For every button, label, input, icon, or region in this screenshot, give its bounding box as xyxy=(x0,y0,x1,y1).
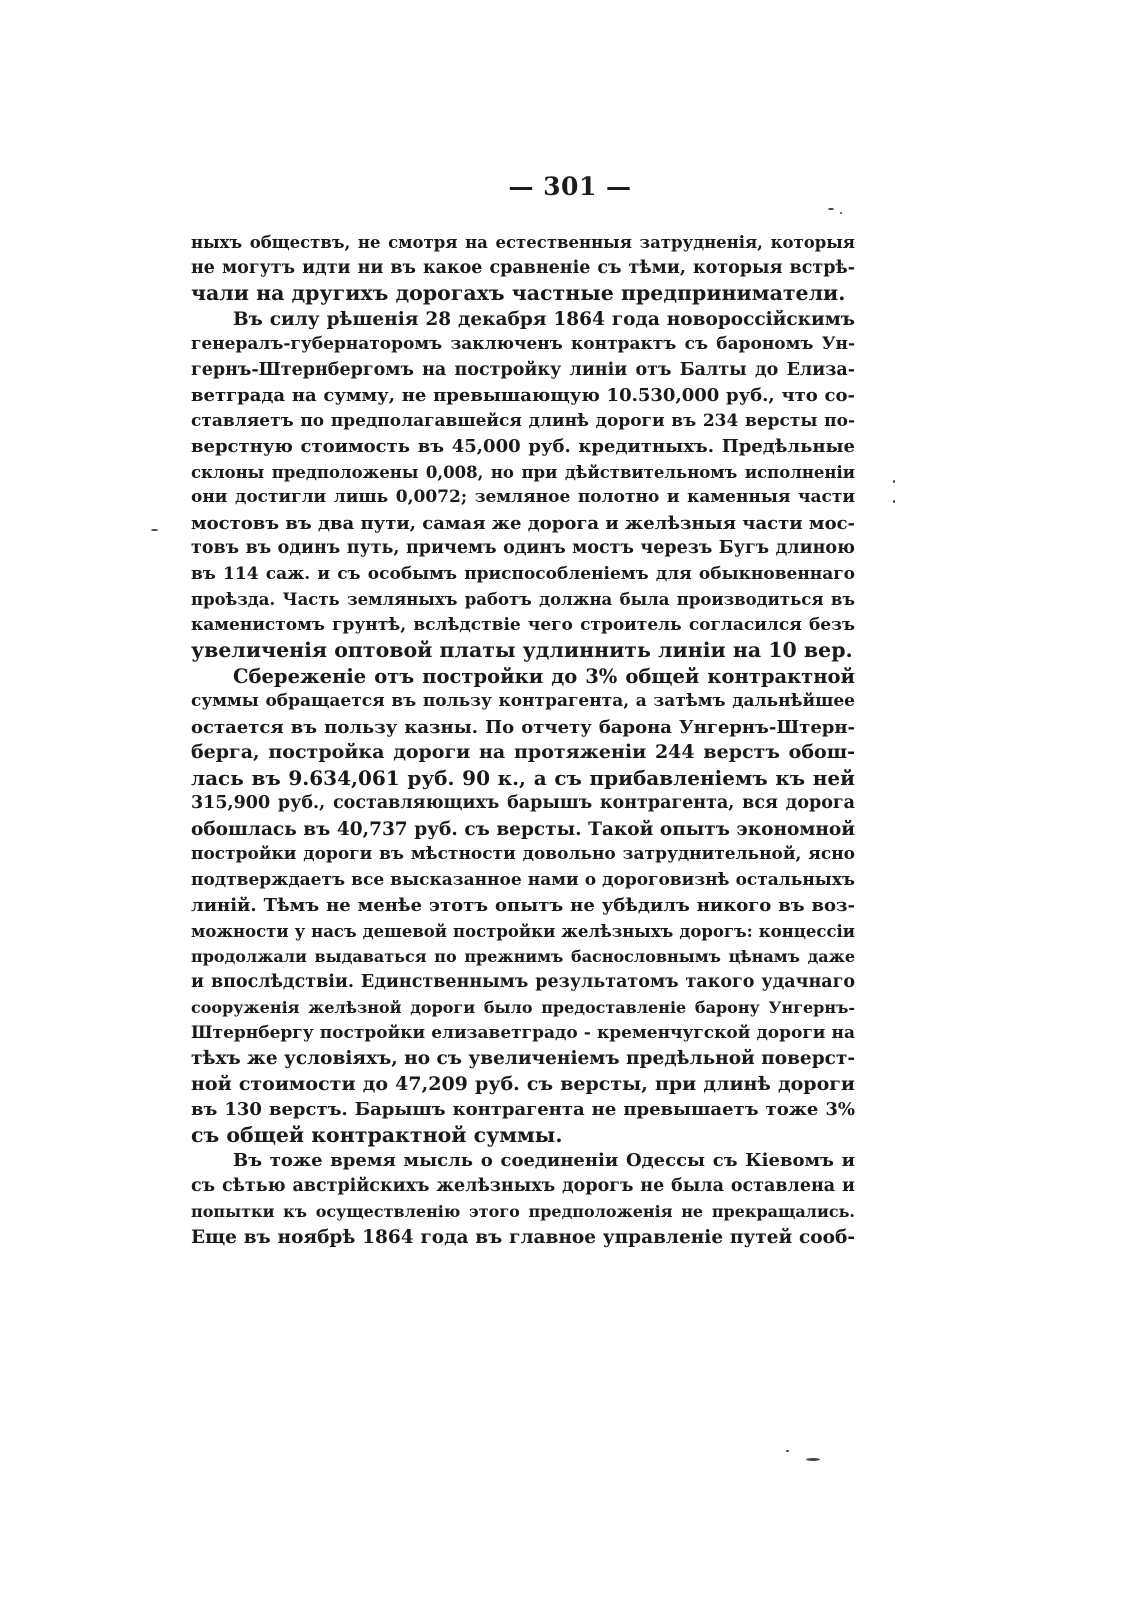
text-line: каменистомъ грунтѣ, вслѣдствіе чего строитель согласился безъ xyxy=(191,614,855,635)
text-line: въ 114 саж. и съ особымъ приспособленіемъ для обыкновеннаго xyxy=(191,563,855,584)
text-line: съ общей контрактной суммы. xyxy=(191,1122,563,1147)
text-line: суммы обращается въ пользу контрагента, а затѣмъ дальнѣйшее xyxy=(191,691,855,711)
text-line: сооруженія желѣзной дороги было предоставленіе барону Унгернъ- xyxy=(191,998,855,1017)
text-line: подтверждаетъ все высказанное нами о дороговизнѣ остальныхъ xyxy=(191,869,855,890)
text-line: Въ силу рѣшенія 28 декабря 1864 года новороссійскимъ xyxy=(233,308,855,330)
text-line: увеличенія оптовой платы удлиннить линіи на 10 вер. xyxy=(191,638,853,662)
text-line: чали на другихъ дорогахъ частные предприниматели. xyxy=(191,281,846,305)
text-line: 315,900 руб., составляющихъ барышъ контрагента, вся дорога xyxy=(191,793,855,813)
text-line: Въ тоже время мысль о соединеніи Одессы съ Кіевомъ и xyxy=(233,1150,855,1171)
text-line: берга, постройка дороги на протяженіи 244 верстъ обош- xyxy=(191,741,855,763)
text-line: ставляетъ по предполагавшейся длинѣ дороги въ 234 версты по- xyxy=(191,410,855,431)
text-line: постройки дороги въ мѣстности довольно затруднительной, ясно xyxy=(191,844,855,864)
text-line: верстную стоимость въ 45,000 руб. кредитныхъ. Предѣльные xyxy=(191,436,855,457)
text-line: линій. Тѣмъ не менѣе этотъ опытъ не убѣдилъ никого въ воз- xyxy=(191,895,855,916)
text-line: мостовъ въ два пути, самая же дорога и желѣзныя части мос- xyxy=(191,512,855,534)
text-line: ной стоимости до 47,209 руб. съ версты, при длинѣ дороги xyxy=(191,1072,855,1095)
text-line: ветграда на сумму, не превышающую 10.530,000 руб., что со- xyxy=(191,385,855,406)
paragraph-2 xyxy=(191,307,855,664)
scan-speck xyxy=(893,480,895,483)
text-line: ныхъ обществъ, не смотря на естественныя затрудненія, которыя xyxy=(191,233,855,252)
paragraph-3 xyxy=(191,664,855,1149)
text-line: склоны предположены 0,008, но при дѣйствительномъ исполненіи xyxy=(191,462,855,482)
page-number: — 301 — xyxy=(508,172,632,201)
scan-speck xyxy=(786,1450,789,1452)
text-line: не могутъ идти ни въ какое сравненіе съ тѣми, которыя встрѣ- xyxy=(191,257,855,278)
text-line: лась въ 9.634,061 руб. 90 к., а съ прибавленіемъ къ ней xyxy=(191,765,855,790)
scan-speck xyxy=(840,212,842,214)
text-line: продолжали выдаваться по прежнимъ баснословнымъ цѣнамъ даже xyxy=(191,947,855,966)
body-text xyxy=(191,230,855,1250)
text-line: они достигли лишь 0,0072; земляное полотно и каменныя части xyxy=(191,487,855,507)
paragraph-4 xyxy=(191,1148,855,1250)
text-line: въ 130 верстъ. Барышъ контрагента не превышаетъ тоже 3% xyxy=(191,1099,855,1120)
text-line: остается въ пользу казны. По отчету барона Унгернъ-Штерн- xyxy=(191,716,855,738)
text-line: можности у насъ дешевой постройки желѣзныхъ дорогъ: концессіи xyxy=(191,921,855,941)
scan-speck xyxy=(151,529,158,531)
text-line: попытки къ осуществленію этого предположенія не прекращались. xyxy=(191,1202,855,1221)
text-line: обошлась въ 40,737 руб. съ версты. Такой опытъ экономной xyxy=(191,818,855,840)
scan-speck xyxy=(806,1458,820,1461)
text-line: Штернбергу постройки елизаветградо - кременчугской дороги на xyxy=(191,1022,855,1043)
scan-speck xyxy=(893,500,895,503)
text-line: и впослѣдствіи. Единственнымъ результатомъ такого удачнаго xyxy=(191,971,855,992)
text-line: тѣхъ же условіяхъ, но съ увеличеніемъ предѣльной поверст- xyxy=(191,1048,855,1069)
scan-speck xyxy=(828,208,834,210)
text-line: товъ въ одинъ путь, причемъ одинъ мостъ черезъ Бугъ длиною xyxy=(191,538,855,558)
text-line: Сбереженіе отъ постройки до 3% общей контрактной xyxy=(233,664,855,688)
text-line: съ сѣтью австрійскихъ желѣзныхъ дорогъ не была оставлена и xyxy=(191,1175,855,1196)
text-line: Еще въ ноябрѣ 1864 года въ главное управленіе путей сооб- xyxy=(191,1226,855,1248)
paragraph-1 xyxy=(191,230,855,307)
text-line: проѣзда. Часть земляныхъ работъ должна была производиться въ xyxy=(191,590,855,609)
text-line: генералъ-губернаторомъ заключенъ контрактъ съ барономъ Ун- xyxy=(191,334,855,354)
text-line: гернъ-Штернбергомъ на постройку линіи отъ Балты до Елиза- xyxy=(191,359,855,380)
